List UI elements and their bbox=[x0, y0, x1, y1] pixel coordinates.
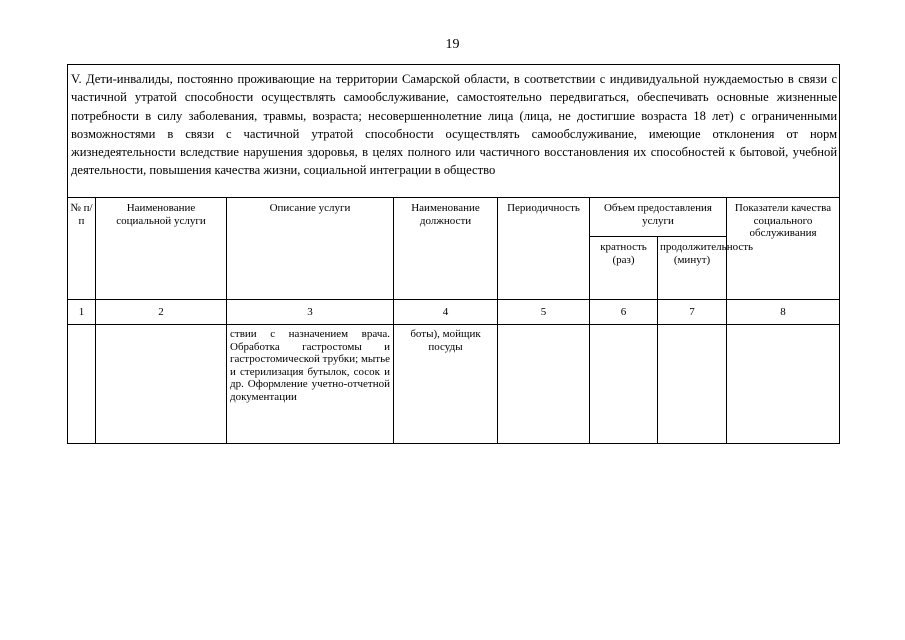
table-header-row bbox=[68, 198, 840, 237]
header-position-name bbox=[394, 198, 498, 300]
header-number-label: № п/п bbox=[70, 202, 93, 227]
section-heading-cell bbox=[68, 65, 840, 198]
row-description-text: ствии с назначением врача. Обработка гастростомы и гастростомической трубки; мытье и стерилизация бутылок, сосок и др. Оформление учетно-отчетной документации bbox=[230, 328, 391, 403]
column-number-5: 5 bbox=[498, 300, 590, 325]
header-service-description bbox=[227, 198, 394, 300]
header-service-volume-label: Объем предоставления услуги bbox=[603, 202, 712, 227]
column-number-1: 1 bbox=[68, 300, 96, 325]
row-description-cell bbox=[227, 325, 394, 444]
header-duration bbox=[658, 237, 754, 300]
row-position-text: боты), мойщик посуды bbox=[410, 328, 481, 353]
header-quality-indicators-label: Показатели качества социального обслуживания bbox=[734, 202, 832, 239]
column-number-2: 2 bbox=[96, 300, 227, 325]
row-duration-cell bbox=[658, 325, 727, 444]
header-service-volume bbox=[590, 198, 727, 237]
header-service-name-label: Наименование социальной услуги bbox=[116, 202, 206, 227]
header-periodicity bbox=[498, 198, 590, 300]
header-service-name bbox=[96, 198, 227, 300]
column-number-6: 6 bbox=[590, 300, 658, 325]
header-periodicity-label: Периодичность bbox=[507, 202, 580, 214]
row-number-cell bbox=[68, 325, 96, 444]
column-number-7: 7 bbox=[658, 300, 727, 325]
header-number bbox=[68, 198, 96, 300]
column-number-3: 3 bbox=[227, 300, 394, 325]
row-periodicity-cell bbox=[498, 325, 590, 444]
section-heading-text: V. Дети-инвалиды, постоянно проживающие на территории Самарской области, в соответствии с индивидуальной нуждаемостью в связи с частичной утратой способности осуществлять самообслуживание, самостоятельно передвигаться, обеспечивать основные жизненные потребности в силу заболевания, травмы, возраста; несовершеннолетние лица (лица, не достигшие возраста 18 лет) с ограниченными возможностями в связи с частичной утратой способности осуществлять самообслуживание, имеющие отклонения от норм жизнедеятельности вследствие нарушения здоровья, в целях полного или частичного восстановления их способностей к бытовой, учебной деятельности, повышения качества жизни, социальной интеграции в общество bbox=[71, 72, 838, 178]
table-row bbox=[68, 325, 840, 444]
header-service-description-label: Описание услуги bbox=[269, 202, 351, 214]
row-quality-cell bbox=[727, 325, 840, 444]
column-number-4: 4 bbox=[394, 300, 498, 325]
column-numbers-row bbox=[68, 300, 840, 325]
header-position-name-label: Наименование должности bbox=[411, 202, 480, 227]
row-position-cell bbox=[394, 325, 498, 444]
header-multiplicity bbox=[590, 237, 658, 300]
row-multiplicity-cell bbox=[590, 325, 658, 444]
page-number: 19 bbox=[445, 37, 460, 52]
services-table bbox=[67, 64, 840, 444]
row-service-cell bbox=[96, 325, 227, 444]
column-number-8: 8 bbox=[727, 300, 840, 325]
header-duration-label: продолжительность (минут) bbox=[660, 241, 754, 266]
header-multiplicity-label: кратность (раз) bbox=[600, 241, 647, 266]
